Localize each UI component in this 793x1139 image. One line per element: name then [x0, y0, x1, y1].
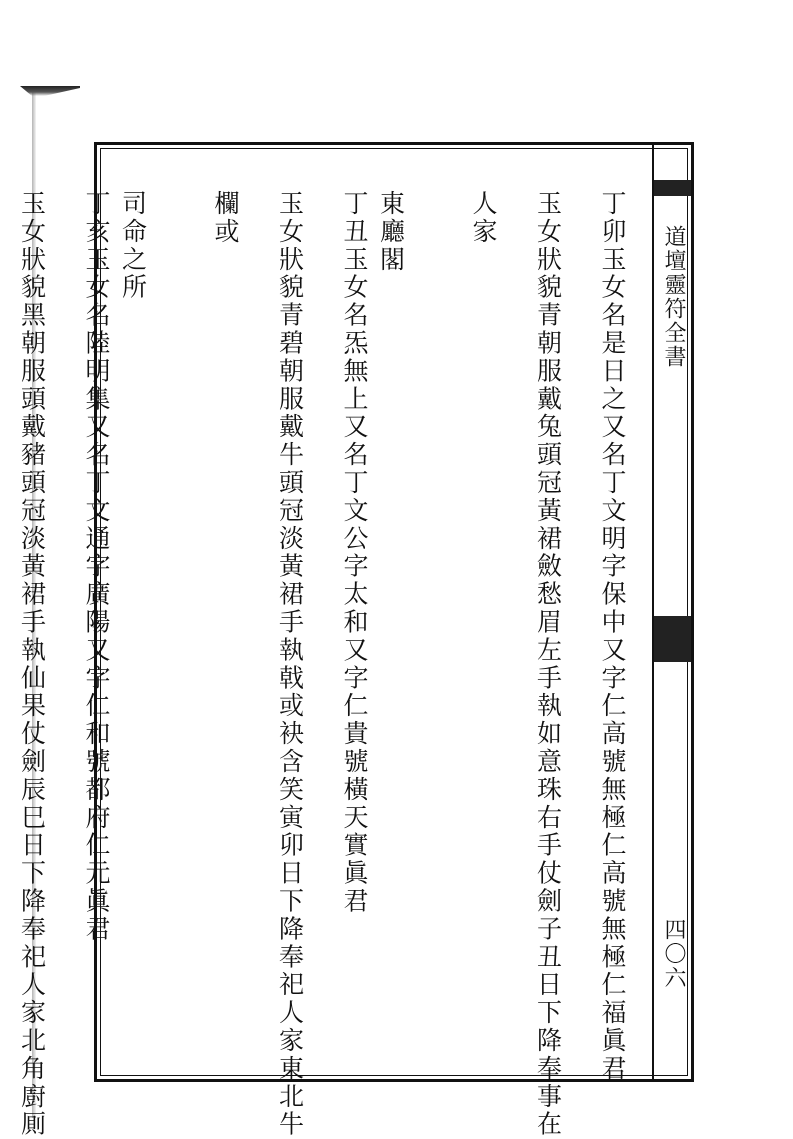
margin-fishtail-mid	[654, 616, 691, 662]
text-column: 玉女狀貌青碧朝服戴牛頭冠淡黃裙手執戟或袂含笑寅卯日下降奉祀人家東北牛	[275, 190, 305, 1139]
text-column	[0, 190, 13, 1040]
text-column: 丁卯玉女名是日之又名丁文明字保中又字仁高號無極仁高號無極仁福眞君	[598, 190, 627, 1083]
text-column: 丁丑玉女名炁無上又名丁文公字太和又字仁貴號橫天實眞君	[340, 190, 369, 916]
page-number: 四〇六	[661, 918, 686, 990]
text-column: 東廳閣	[376, 190, 406, 274]
book-title: 道壇靈符全書	[661, 225, 686, 369]
scan-spine-cap	[20, 86, 80, 96]
main-text	[17, 190, 630, 1139]
text-column: 司命之所	[118, 190, 148, 302]
text-column: 玉女狀貌黑朝服頭戴豬頭冠淡黃裙手執仙果仗劍辰巳日下降奉祀人家北角廚厠	[17, 190, 47, 1139]
text-column: 人家	[469, 190, 498, 246]
text-column: 丁亥玉女名陸明集又名丁文通字廣陽又字仁和號都府仁元眞君	[82, 190, 111, 944]
margin-fishtail-top	[654, 180, 691, 196]
text-column: 欄或	[211, 190, 240, 246]
text-column: 玉女狀貌青朝服戴兔頭冠黃裙斂愁眉左手執如意珠右手仗劍子丑日下降奉事在	[533, 190, 563, 1139]
margin-band-line	[652, 145, 654, 1079]
